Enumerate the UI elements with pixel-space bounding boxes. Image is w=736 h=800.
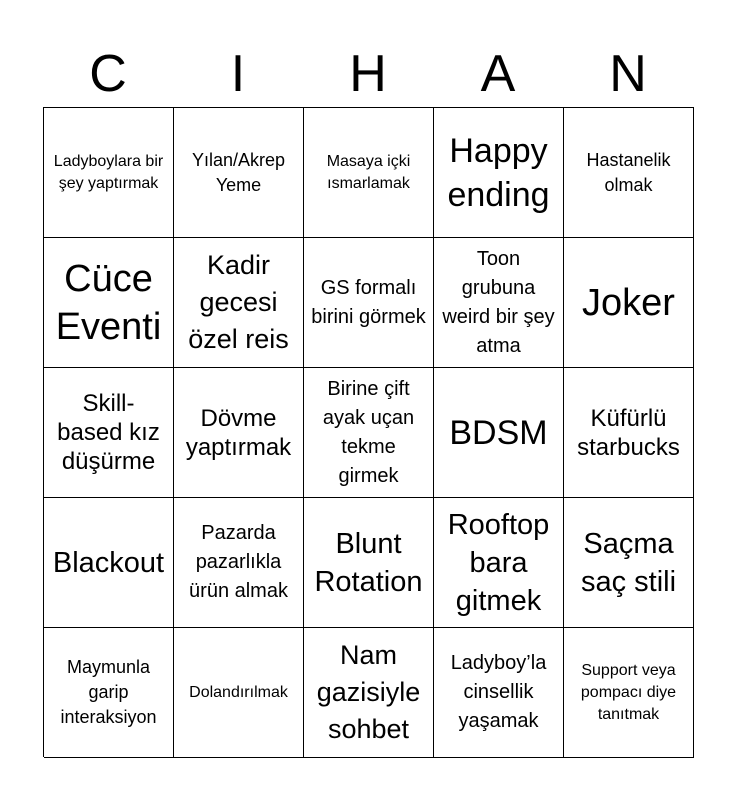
bingo-grid: [43, 107, 694, 757]
bingo-cell[interactable]: [44, 108, 174, 238]
bingo-cell[interactable]: [304, 628, 434, 758]
bingo-cell[interactable]: [304, 368, 434, 498]
bingo-cell[interactable]: [174, 238, 304, 368]
cell-text: Birine çift ayak uçan tekme girmek: [322, 377, 415, 487]
cell-text: Support veya pompacı diye tanıtmak: [580, 661, 677, 723]
cell-text: Cüce Eventi: [55, 257, 162, 348]
cell-text: Blunt Rotation: [314, 527, 423, 598]
cell-text: Masaya içki ısmarlamak: [326, 152, 411, 192]
bingo-cell[interactable]: [564, 498, 694, 628]
header-letter-c: C: [89, 45, 127, 103]
cell-text: Pazarda pazarlıkla ürün almak: [189, 522, 288, 602]
header-letter-a: A: [480, 45, 516, 103]
header-letter-i: I: [230, 45, 246, 103]
cell-text: Ladyboy’la cinsellik yaşamak: [450, 652, 547, 732]
bingo-cell[interactable]: [44, 238, 174, 368]
bingo-cell[interactable]: [304, 498, 434, 628]
bingo-cell[interactable]: [174, 368, 304, 498]
bingo-cell[interactable]: [434, 628, 564, 758]
bingo-cell[interactable]: [434, 108, 564, 238]
cell-text: Toon grubuna weird bir şey atma: [442, 247, 555, 357]
bingo-cell[interactable]: [174, 498, 304, 628]
bingo-cell[interactable]: [44, 368, 174, 498]
bingo-cell[interactable]: [434, 368, 564, 498]
cell-text: Happy ending: [447, 131, 550, 214]
cell-text: Küfürlü starbucks: [577, 404, 680, 461]
bingo-cell[interactable]: [304, 238, 434, 368]
cell-text: Maymunla garip interaksiyon: [60, 657, 157, 727]
cell-text: Ladyboylara bir şey yaptırmak: [53, 152, 164, 192]
bingo-cell[interactable]: [564, 628, 694, 758]
bingo-cell[interactable]: [44, 498, 174, 628]
bingo-cell[interactable]: [304, 108, 434, 238]
cell-text: Saçma saç stili: [580, 527, 677, 598]
cell-text: GS formalı birini görmek: [311, 276, 426, 328]
bingo-cell[interactable]: [434, 498, 564, 628]
cell-text: Kadir gecesi özel reis: [188, 250, 289, 354]
cell-text: Rooftop bara gitmek: [447, 508, 550, 617]
cell-text: Joker: [582, 281, 675, 324]
cell-text: Blackout: [52, 546, 165, 579]
bingo-cell[interactable]: [174, 628, 304, 758]
cell-text: Dolandırılmak: [189, 683, 288, 701]
bingo-cell[interactable]: [434, 238, 564, 368]
bingo-cell[interactable]: [44, 628, 174, 758]
cell-text: Yılan/Akrep Yeme: [191, 149, 286, 195]
bingo-cell[interactable]: [174, 108, 304, 238]
cell-text: Nam gazisiyle sohbet: [316, 640, 421, 744]
cell-text: BDSM: [449, 413, 548, 452]
header-letter-n: N: [609, 45, 647, 103]
bingo-cell[interactable]: [564, 368, 694, 498]
cell-text: Skill-based kız düşürme: [57, 390, 160, 475]
cell-text: Hastanelik olmak: [586, 149, 671, 195]
bingo-header: [43, 40, 693, 108]
header-letter-h: H: [349, 45, 387, 103]
cell-text: Dövme yaptırmak: [185, 404, 292, 461]
bingo-cell[interactable]: [564, 108, 694, 238]
bingo-cell[interactable]: [564, 238, 694, 368]
